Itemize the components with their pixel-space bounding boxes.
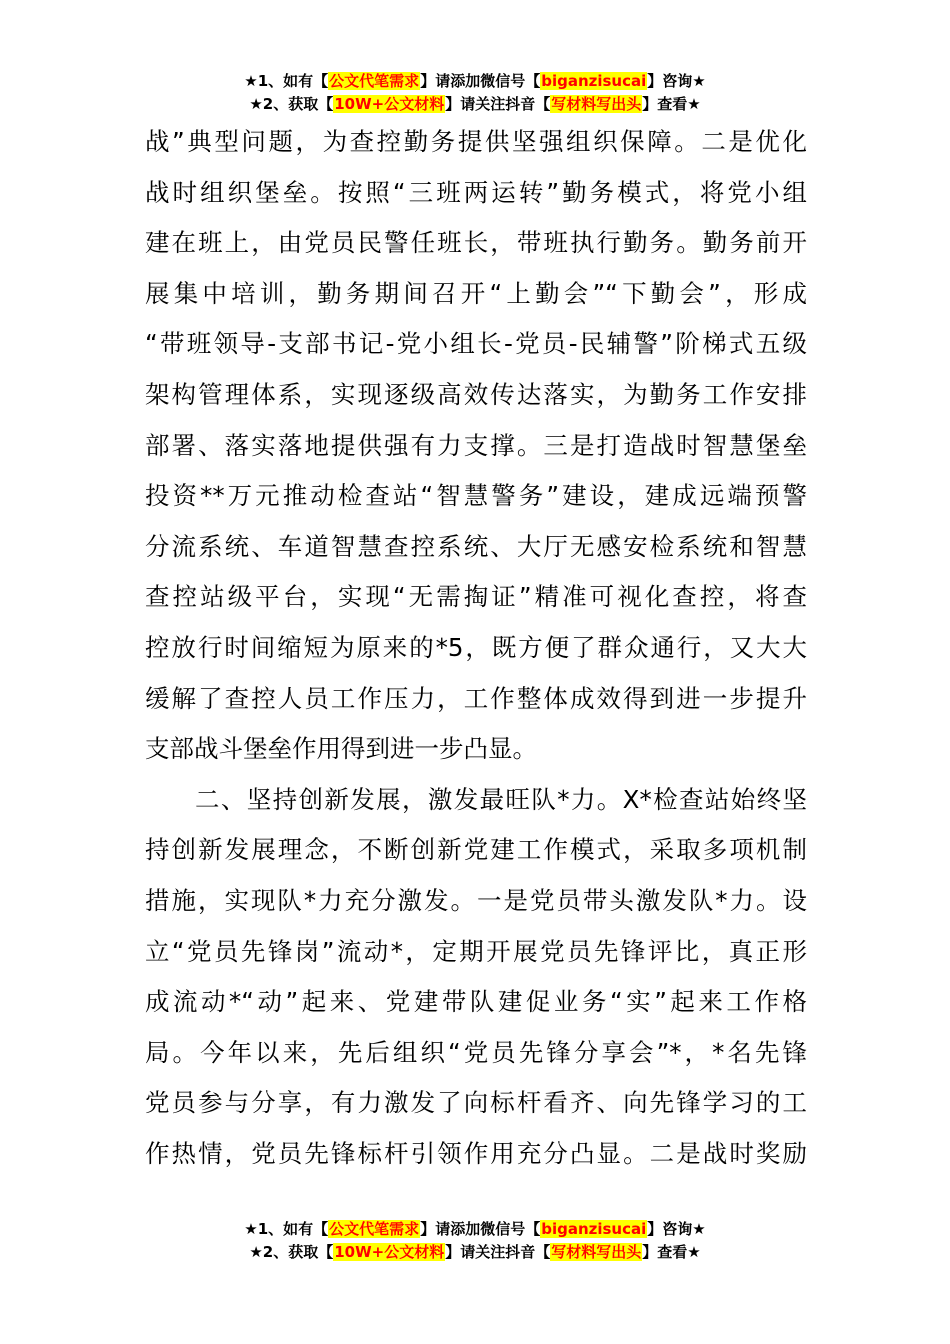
header-line-2-middle: 】请关注抖音【 — [445, 95, 551, 113]
body-line: 局。今年以来，先后组织“党员先锋分享会”*，*名先锋 — [145, 1037, 807, 1067]
body-line: 成流动*“动”起来、党建带队建促业务“实”起来工作格 — [145, 987, 807, 1017]
footer-line-2-highlight-douyin: 写材料写出头 — [551, 1243, 642, 1261]
body-line: 缓解了查控人员工作压力，工作整体成效得到进一步提升 — [145, 683, 807, 713]
document-body — [145, 117, 807, 1179]
body-line: 党员参与分享，有力激发了向标杆看齐、向先锋学习的工 — [145, 1088, 807, 1118]
footer-line-1-highlight-service: 公文代笔需求 — [329, 1220, 420, 1238]
footer-banner — [0, 1218, 950, 1264]
footer-line-1 — [0, 1218, 950, 1241]
body-line: 部署、落实落地提供强有力支撑。三是打造战时智慧堡垒 — [145, 430, 807, 460]
header-line-2-highlight-materials: 10W+公文材料 — [334, 95, 445, 113]
body-line: 投资**万元推动检查站“智慧警务”建设，建成远端预警 — [145, 481, 807, 511]
section-heading-line: 二、坚持创新发展，激发最旺队*力。X*检查站始终坚 — [195, 784, 807, 814]
body-line: 持创新发展理念，不断创新党建工作模式，采取多项机制 — [145, 835, 807, 865]
body-line: 作热情，党员先锋标杆引领作用充分凸显。二是战时奖励 — [145, 1138, 807, 1168]
body-line: 战时组织堡垒。按照“三班两运转”勤务模式，将党小组 — [145, 177, 807, 207]
header-line-2-highlight-douyin: 写材料写出头 — [551, 95, 642, 113]
body-line: 展集中培训，勤务期间召开“上勤会”“下勤会”，形成 — [145, 278, 807, 308]
footer-line-2-prefix: ★2、获取【 — [249, 1243, 334, 1261]
body-line: “带班领导-支部书记-党小组长-党员-民辅警”阶梯式五级 — [145, 329, 807, 359]
footer-line-2-middle: 】请关注抖音【 — [445, 1243, 551, 1261]
footer-line-2 — [0, 1241, 950, 1264]
footer-line-1-prefix: ★1、如有【 — [244, 1220, 329, 1238]
header-line-1 — [0, 70, 950, 93]
header-line-1-middle: 】请添加微信号【 — [420, 72, 541, 90]
header-line-1-highlight-wechat: biganzisucai — [541, 72, 647, 90]
body-line: 控放行时间缩短为原来的*5，既方便了群众通行，又大大 — [145, 632, 807, 662]
header-line-1-highlight-service: 公文代笔需求 — [329, 72, 420, 90]
body-line: 措施，实现队*力充分激发。一是党员带头激发队*力。设 — [145, 885, 807, 915]
body-line: 查控站级平台，实现“无需掏证”精准可视化查控，将查 — [145, 582, 807, 612]
footer-line-1-suffix: 】咨询★ — [647, 1220, 706, 1238]
header-line-1-suffix: 】咨询★ — [647, 72, 706, 90]
body-line: 分流系统、车道智慧查控系统、大厅无感安检系统和智慧 — [145, 531, 807, 561]
header-line-1-prefix: ★1、如有【 — [244, 72, 329, 90]
body-line: 架构管理体系，实现逐级高效传达落实，为勤务工作安排 — [145, 379, 807, 409]
header-line-2-prefix: ★2、获取【 — [249, 95, 334, 113]
body-line: 建在班上，由党员民警任班长，带班执行勤务。勤务前开 — [145, 228, 807, 258]
footer-line-1-highlight-wechat: biganzisucai — [541, 1220, 647, 1238]
footer-line-1-middle: 】请添加微信号【 — [420, 1220, 541, 1238]
header-banner — [0, 70, 950, 116]
body-line: 战”典型问题，为查控勤务提供坚强组织保障。二是优化 — [145, 127, 807, 156]
footer-line-2-highlight-materials: 10W+公文材料 — [334, 1243, 445, 1261]
body-line: 立“党员先锋岗”流动*，定期开展党员先锋评比，真正形 — [145, 936, 807, 966]
header-line-2-suffix: 】查看★ — [642, 95, 701, 113]
footer-line-2-suffix: 】查看★ — [642, 1243, 701, 1261]
header-line-2 — [0, 93, 950, 116]
body-line: 支部战斗堡垒作用得到进一步凸显。 — [145, 734, 537, 764]
